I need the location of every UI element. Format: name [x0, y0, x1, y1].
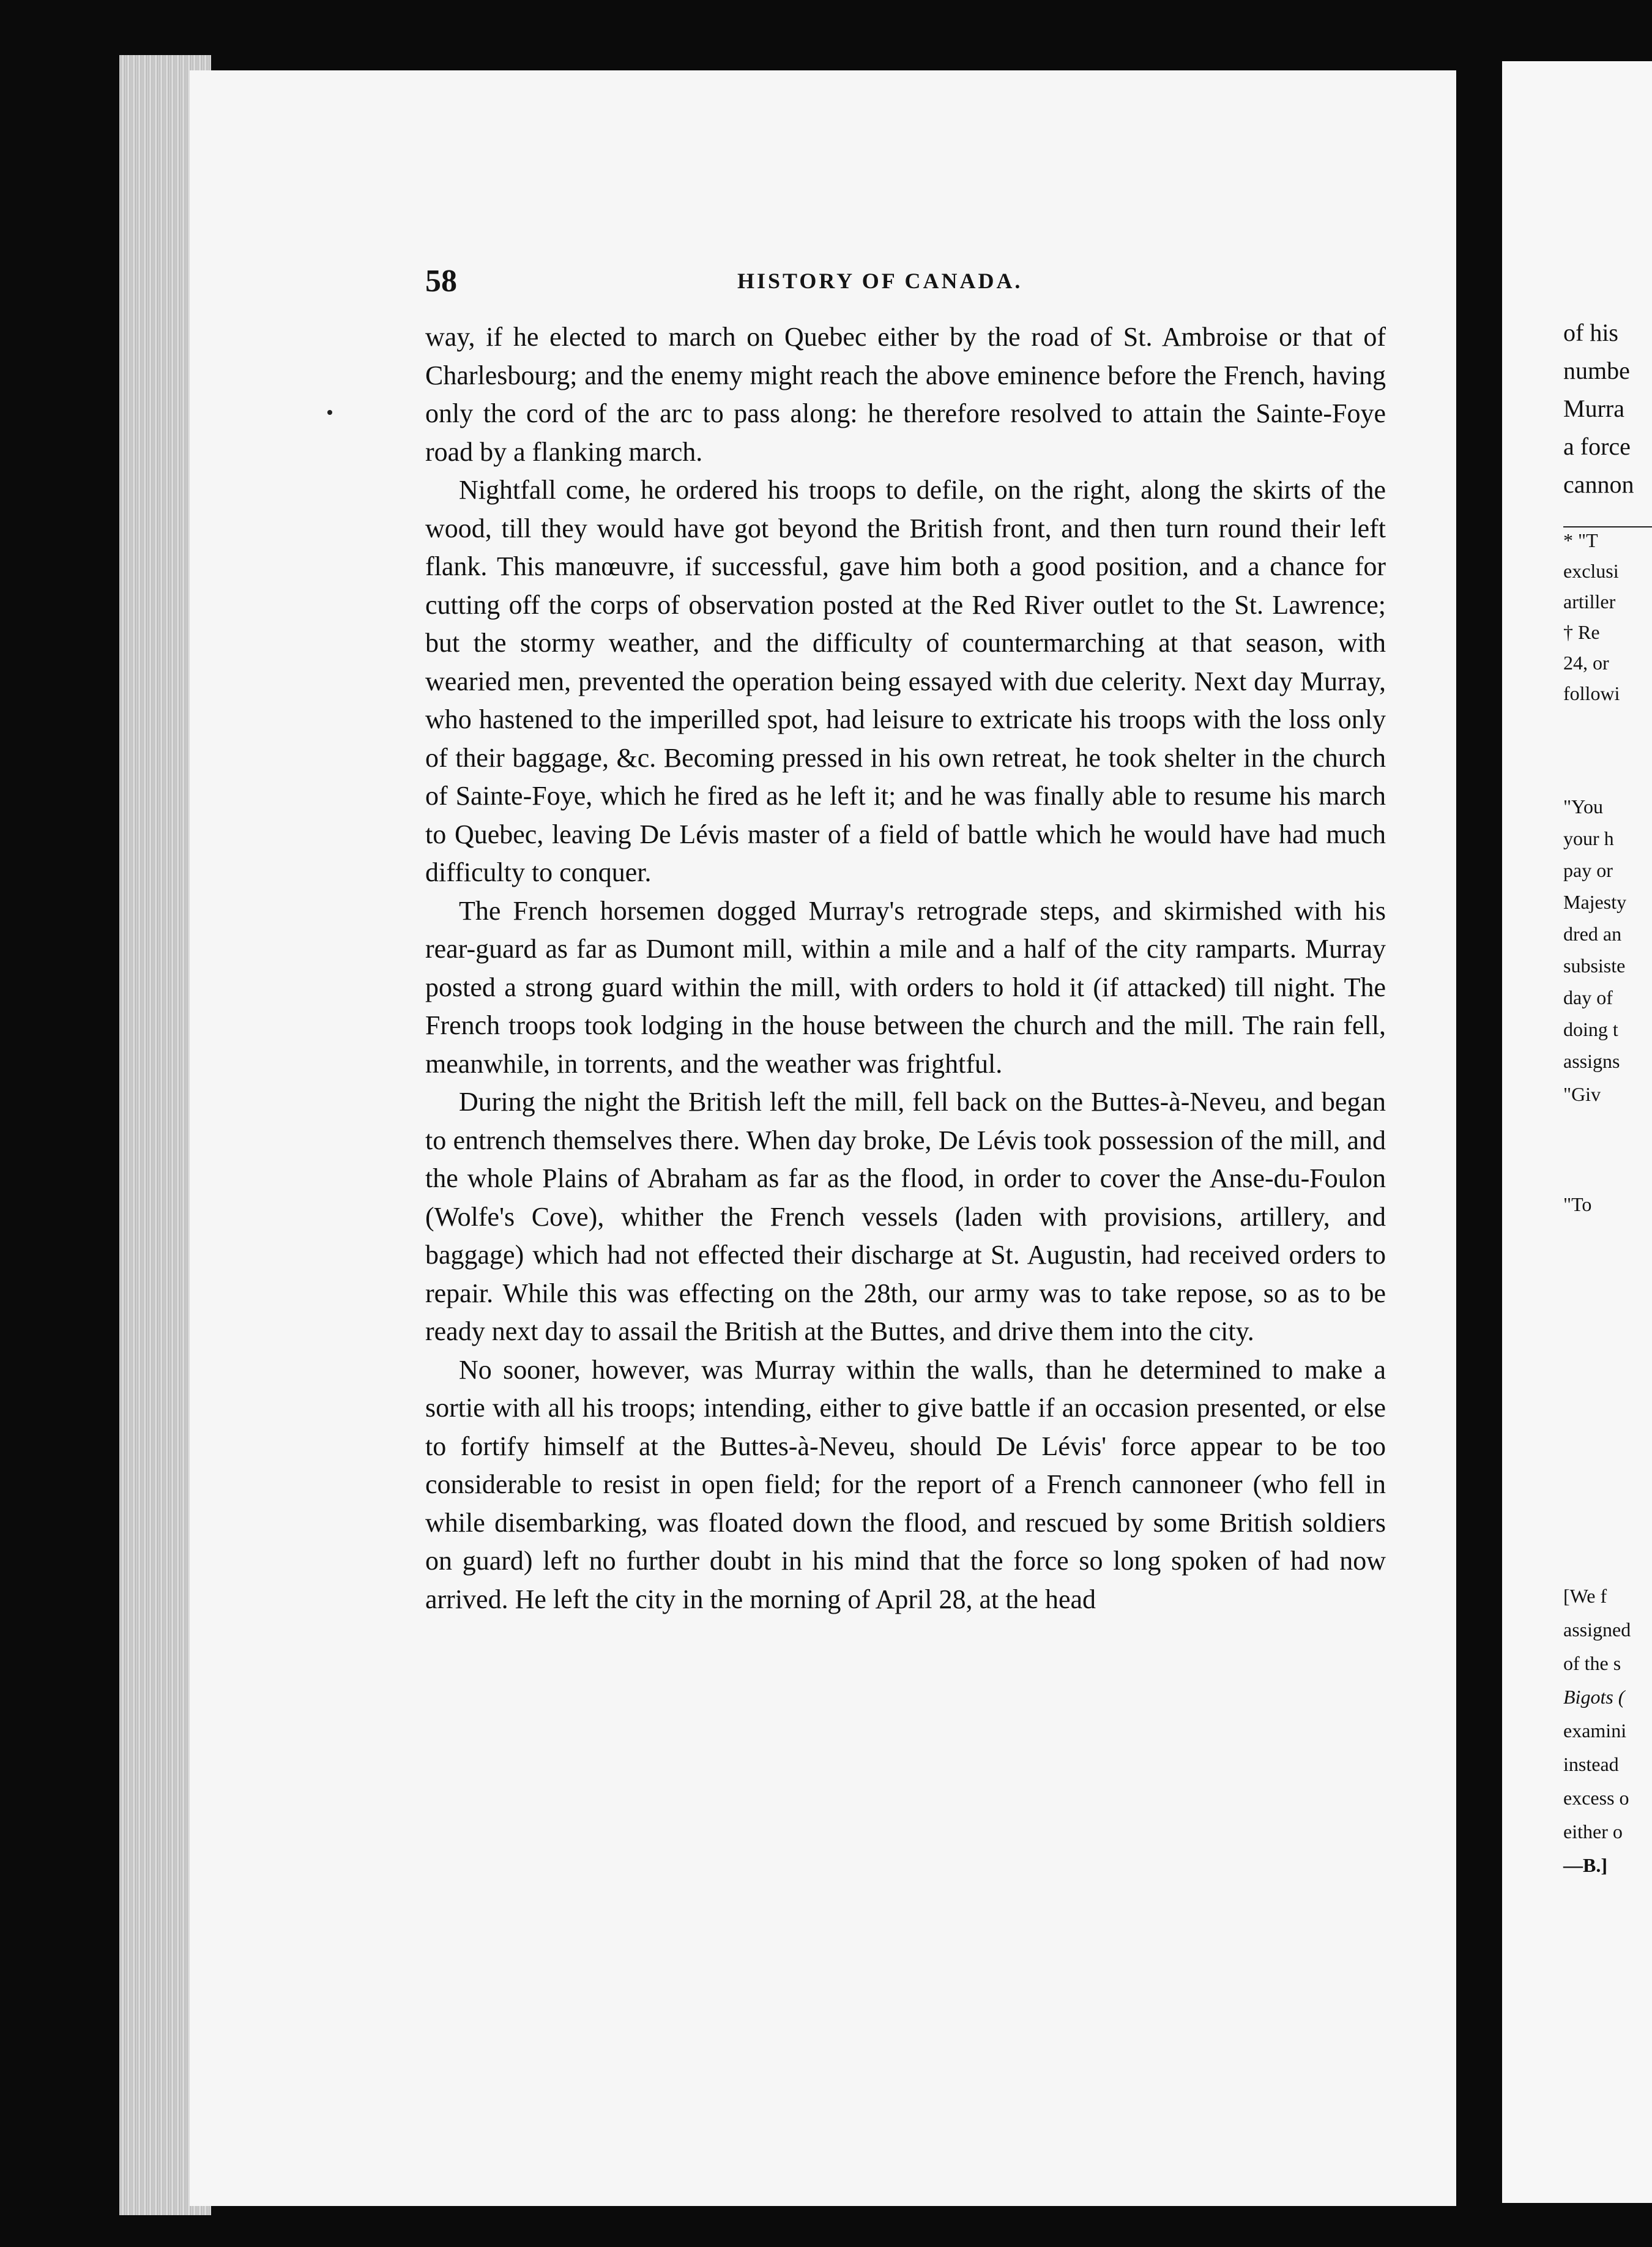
- facing-note-line: examini: [1563, 1720, 1627, 1742]
- facing-note-line: —B.]: [1563, 1854, 1607, 1876]
- facing-footnote-line: artiller: [1563, 591, 1616, 613]
- paragraph: No sooner, however, was Murray within the walls, than he determined to make a sortie with all his troops; intending, either to give battle if an occasion presented, or else to fortify himself at the Buttes-à-Neveu, should De Lévis' force appear to be too considerable to resist in open field; for the report of a French cannoneer (who fell in while disembarking, was floated down the flood, and rescued by some British soldiers on guard) left no further doubt in his mind that the force so long spoken of had now arrived. He left the city in the morning of April 28, at the head: [425, 1354, 1386, 1614]
- facing-footnote-line: † Re: [1563, 621, 1600, 643]
- facing-quote-line: doing t: [1563, 1018, 1618, 1040]
- facing-quote-line: pay or: [1563, 859, 1613, 881]
- paragraph: The French horsemen dogged Murray's retrograde steps, and skirmished with his rear-guard as far as Dumont mill, within a mile and a half of the city ramparts. Murray posted a strong guard within the mill, with orders to hold it (if attacked) till night. The French troops took lodging in the house between the church and the mill. The rain fell, meanwhile, in torrents, and the weather was frightful.: [425, 895, 1386, 1079]
- facing-note-line: of the s: [1563, 1652, 1621, 1674]
- margin-mark: [327, 410, 332, 415]
- facing-quote-line: assigns: [1563, 1050, 1620, 1072]
- facing-page: [1502, 61, 1652, 2203]
- facing-quote-line: day of: [1563, 986, 1613, 1008]
- facing-note-line: [We f: [1563, 1585, 1607, 1607]
- facing-note-line: Bigots (: [1563, 1686, 1625, 1708]
- facing-to-line: "To: [1563, 1193, 1592, 1215]
- facing-main-line: numbe: [1563, 357, 1630, 384]
- facing-main-line: cannon: [1563, 471, 1634, 498]
- facing-quote-line: your h: [1563, 827, 1614, 849]
- facing-quote-line: subsiste: [1563, 955, 1626, 977]
- running-head: HISTORY OF CANADA.: [737, 269, 1023, 293]
- paragraph: way, if he elected to march on Quebec either by the road of St. Ambroise or that of Charlesbourg; and the enemy might reach the above eminence before the French, having only the cord of the arc to pass along: he therefore resolved to attain the Sainte-Foye road by a flanking march.: [425, 322, 1386, 467]
- facing-quote-line: "You: [1563, 796, 1603, 818]
- facing-note-line: either o: [1563, 1820, 1623, 1843]
- paragraph: During the night the British left the mill, fell back on the Buttes-à-Neveu, and began to entrench themselves there. When day broke, De Lévis took possession of the mill, and the whole Plains of Abraham as far as the flood, in order to cover the Anse-du-Foulon (Wolfe's Cove), whither the French vessels (laden with provisions, artillery, and baggage) which had not effected their discharge at St. Augustin, had received orders to repair. While this was effecting on the 28th, our army was to take repose, so as to be ready next day to assail the British at the Buttes, and drive them into the city.: [425, 1087, 1386, 1346]
- facing-footnote-line: followi: [1563, 682, 1620, 704]
- facing-main-line: Murra: [1563, 395, 1624, 422]
- facing-footnote-line: * "T: [1563, 529, 1598, 551]
- book-gutter: [1456, 37, 1502, 2215]
- facing-main-line: a force: [1563, 433, 1631, 460]
- page-header: [425, 263, 1380, 312]
- footnote-rule: [1563, 526, 1652, 527]
- facing-quote-line: "Giv: [1563, 1083, 1601, 1105]
- page-number: 58: [425, 264, 457, 299]
- facing-note-line: instead: [1563, 1753, 1619, 1775]
- facing-footnote-line: 24, or: [1563, 652, 1609, 674]
- body-text: [425, 318, 1386, 1619]
- paragraph: Nightfall come, he ordered his troops to defile, on the right, along the skirts of the wood, till they would have got beyond the British front, and then turn round their left flank. This manœuvre, if successful, gave him both a good position, and a chance for cutting off the corps of observation posted at the Red River outlet to the St. Lawrence; but the stormy weather, and the difficulty of countermarching at that season, with wearied men, prevented the operation being essayed with due celerity. Next day Murray, who hastened to the imperilled spot, had leisure to extricate his troops with the loss only of their baggage, &c. Becoming pressed in his own retreat, he took shelter in the church of Sainte-Foye, which he fired as he left it; and he was finally able to resume his march to Quebec, leaving De Lévis master of a field of battle which he would have had much difficulty to conquer.: [425, 475, 1386, 887]
- facing-quote-line: Majesty: [1563, 891, 1627, 913]
- facing-footnote-line: exclusi: [1563, 560, 1619, 582]
- facing-note-line: assigned: [1563, 1619, 1631, 1641]
- facing-note-line: excess o: [1563, 1787, 1629, 1809]
- facing-quote-line: dred an: [1563, 923, 1622, 945]
- facing-main-line: of his: [1563, 319, 1618, 346]
